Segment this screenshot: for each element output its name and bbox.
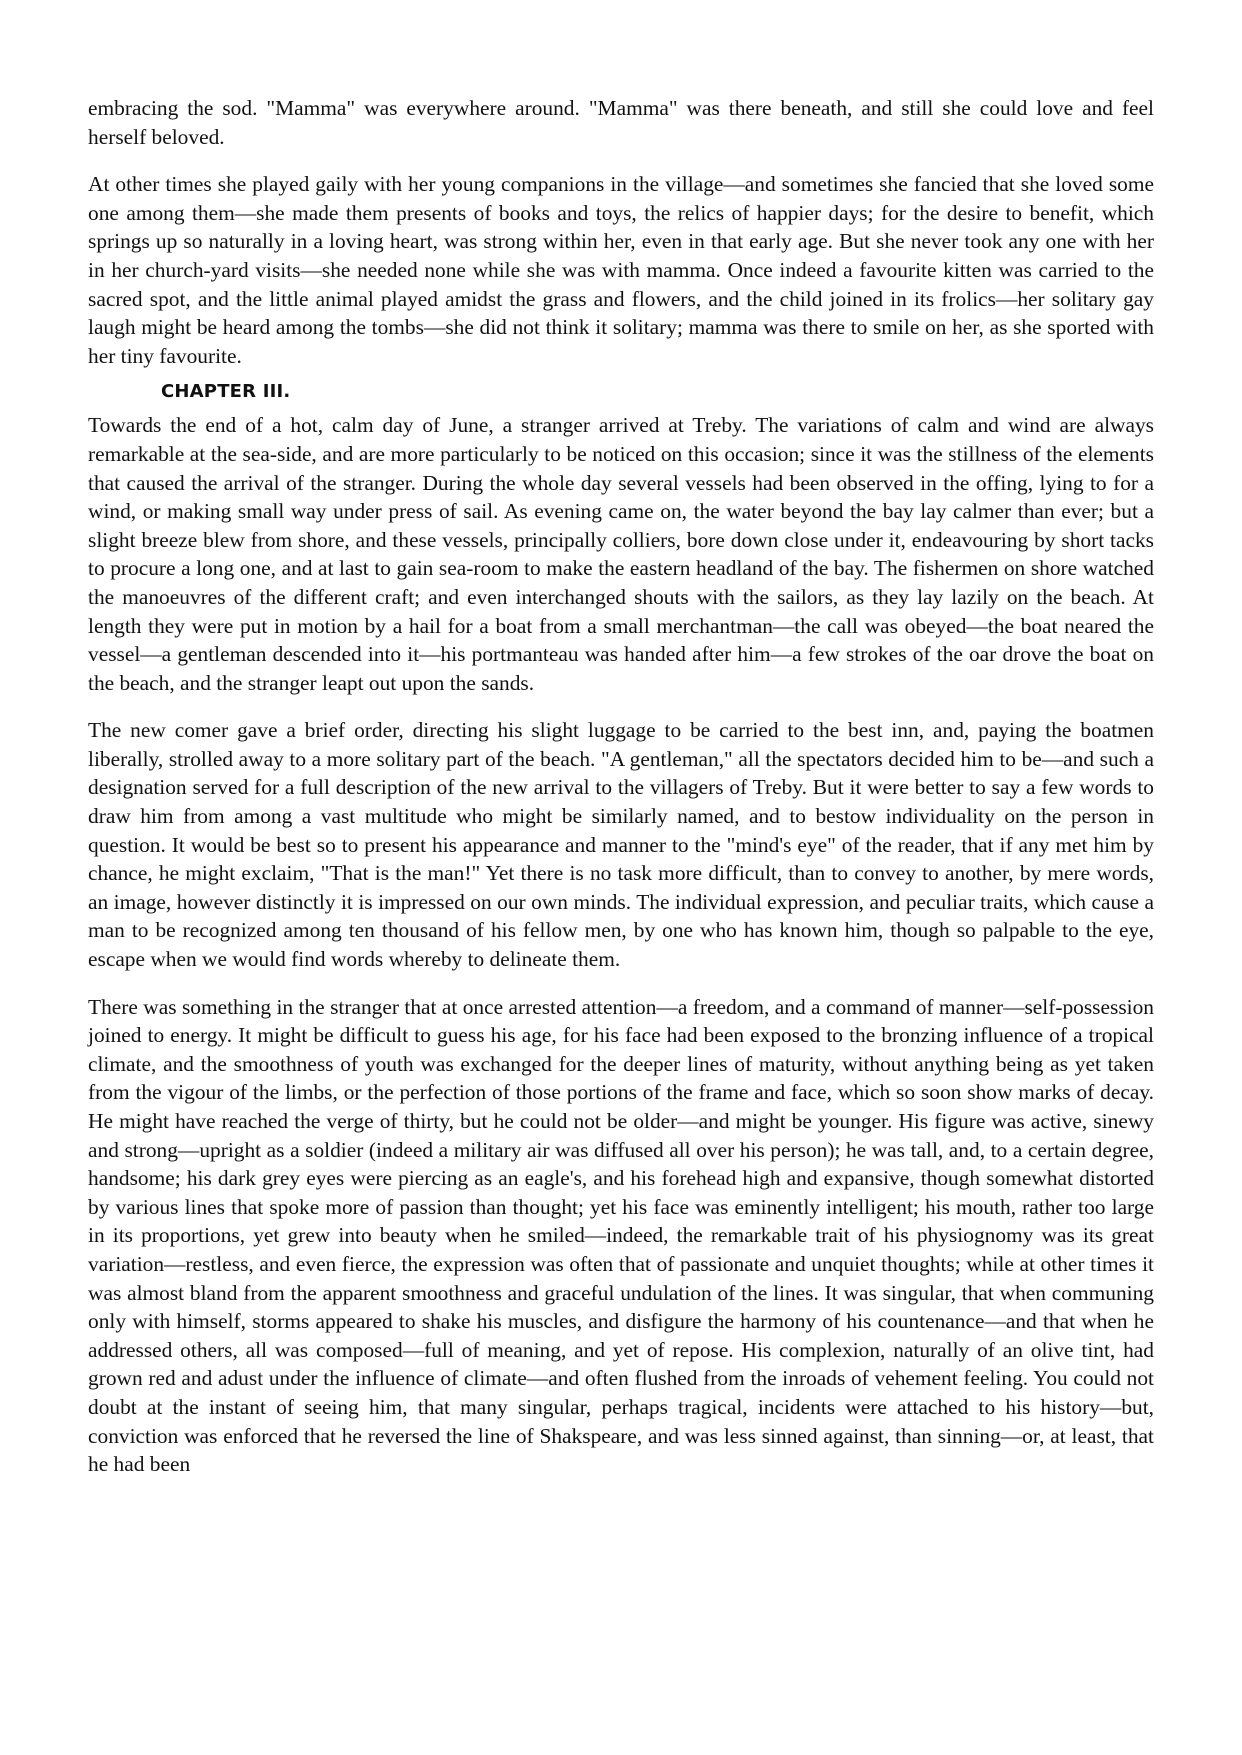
paragraph-village-companions: At other times she played gaily with her young companions in the village—and sometimes she fancied that she loved some one among them—she made them presents of books and toys, the relics of happier days; for the desire to benefit, which springs up so naturally in a loving heart, was strong within her, even in that early age. But she never took any one with her in her church-yard visits—she needed none while she was with mamma. Once indeed a favourite kitten was carried to the sacred spot, and the little animal played amidst the grass and flowers, and the child joined in its frolics—her solitary gay laugh might be heard among the tombs—she did not think it solitary; mamma was there to smile on her, as she sported with her tiny favourite.: [88, 172, 1154, 368]
document-page: [88, 94, 1154, 1479]
paragraph-mamma-grave: embracing the sod. "Mamma" was everywhere around. "Mamma" was there beneath, and still she could love and feel herself beloved.: [88, 96, 1154, 149]
paragraph-stranger-arrives: Towards the end of a hot, calm day of June, a stranger arrived at Treby. The variations of calm and wind are always remarkable at the sea-side, and are more particularly to be noticed on this occasion; since it was the stillness of the elements that caused the arrival of the stranger. During the whole day several vessels had been observed in the offing, lying to for a wind, or making small way under press of sail. As evening came on, the water beyond the bay lay calmer than ever; but a slight breeze blew from shore, and these vessels, principally colliers, bore down close under it, endeavouring by short tacks to procure a long one, and at last to gain sea-room to make the eastern headland of the bay. The fishermen on shore watched the manoeuvres of the different craft; and even interchanged shouts with the sailors, as they lay lazily on the beach. At length they were put in motion by a hail for a boat from a small merchantman—the call was obeyed—the boat neared the vessel—a gentleman descended into it—his portmanteau was handed after him—a few strokes of the oar drove the boat on the beach, and the stranger leapt out upon the sands.: [88, 413, 1154, 695]
paragraph-stranger-description: There was something in the stranger that at once arrested attention—a freedom, and a command of manner—self-possession joined to energy. It might be difficult to guess his age, for his face had been exposed to the bronzing influence of a tropical climate, and the smoothness of youth was exchanged for the deeper lines of maturity, without anything being as yet taken from the vigour of the limbs, or the perfection of those portions of the frame and face, which so soon show marks of decay. He might have reached the verge of thirty, but he could not be older—and might be younger. His figure was active, sinewy and strong—upright as a soldier (indeed a military air was diffused all over his person); he was tall, and, to a certain degree, handsome; his dark grey eyes were piercing as an eagle's, and his forehead high and expansive, though somewhat distorted by various lines that spoke more of passion than thought; yet his face was eminently intelligent; his mouth, rather too large in its proportions, yet grew into beauty when he smiled—indeed, the remarkable trait of his physiognomy was its great variation—restless, and even fierce, the expression was often that of passionate and unquiet thoughts; while at other times it was almost bland from the apparent smoothness and graceful undulation of the lines. It was singular, that when communing only with himself, storms appeared to shake his muscles, and disfigure the harmony of his countenance—and that when he addressed others, all was composed—full of meaning, and yet of repose. His complexion, naturally of an olive tint, had grown red and adust under the influence of climate—and often flushed from the inroads of vehement feeling. You could not doubt at the instant of seeing him, that many singular, perhaps tragical, incidents were attached to his history—but, conviction was enforced that he reversed the line of Shakspeare, and was less sinned against, than sinning—or, at least, that he had been: [88, 994, 1154, 1477]
paragraph-new-comer: The new comer gave a brief order, directing his slight luggage to be carried to the best inn, and, paying the boatmen liberally, strolled away to a more solitary part of the beach. "A gentleman," all the spectators decided him to be—and such a designation served for a full description of the new arrival to the villagers of Treby. But it were better to say a few words to draw him from among a vast multitude who might be similarly named, and to bestow individuality on the person in question. It would be best so to present his appearance and manner to the "mind's eye" of the reader, that if any met him by chance, he might exclaim, "That is the man!" Yet there is no task more difficult, than to convey to another, by mere words, an image, however distinctly it is impressed on our own minds. The individual expression, and peculiar traits, which cause a man to be recognized among ten thousand of his fellow men, by one who has known him, though so palpable to the eye, escape when we would find words whereby to delineate them.: [88, 718, 1154, 972]
chapter-heading: CHAPTER III.: [161, 381, 291, 403]
